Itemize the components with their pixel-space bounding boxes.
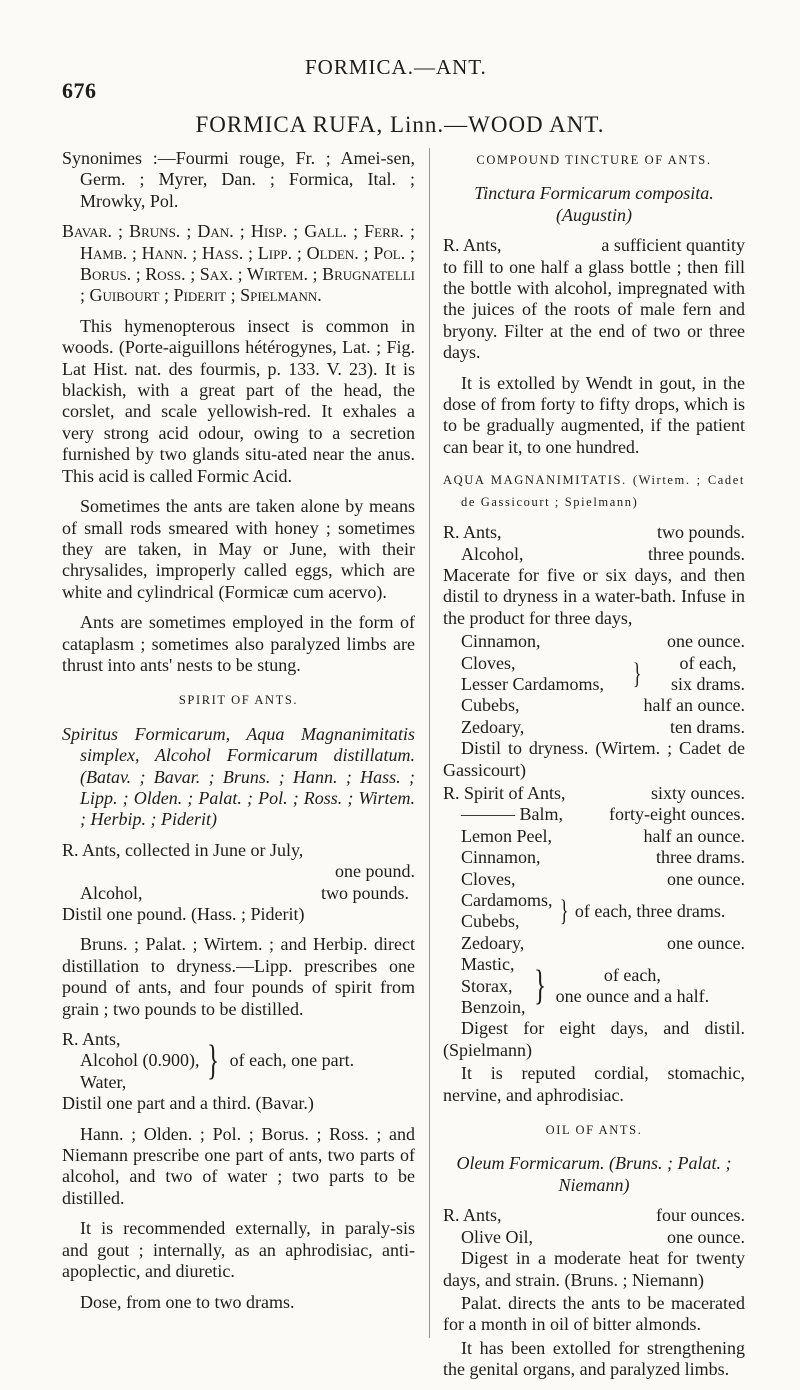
brace: } — [207, 1038, 220, 1085]
brace: } — [533, 963, 546, 1010]
description-paragraph: This hymenopterous insect is common in woods. (Porte-aiguillons hétérogynes, Lat. ; Fig. Lat Hist. nat. des fourmis, p. 133. V. 23). It is blackish, with a great part of the head, the corslet, and scale yellowish-red. It exhales a very strong acid odour, owing to a secretion furnished by two glands situ-ated near the anus. This acid is called Formic Acid. — [62, 315, 415, 486]
recipe-2-ants: R. Ants, — [62, 1029, 121, 1050]
aqua-recipe — [443, 522, 745, 781]
right-column — [443, 148, 745, 1390]
sp-zedoary-qty: one ounce. — [667, 932, 745, 953]
recipe-2 — [62, 1029, 415, 1115]
wendt-paragraph: It is extolled by Wendt in gout, in the dose of from forty to fifty drops, which is to be gradually augmented, if the patient can bear it, to one hundred. — [443, 372, 745, 457]
sp-cloves-qty: one ounce. — [667, 868, 745, 889]
bruns-paragraph: Bruns. ; Palat. ; Wirtem. ; and Herbip. direct distillation to dryness.—Lipp. prescribes one pound of ants, and four pounds of spirit from grain ; two pounds to be distilled. — [62, 934, 415, 1019]
compound-name — [443, 183, 745, 226]
recipe-1-distil: Distil one pound. (Hass. ; Piderit) — [62, 904, 305, 924]
aqua-zedoary-qty: ten drams. — [670, 716, 745, 737]
sp-balm: ——— Balm, — [461, 804, 563, 825]
compound-ants: R. Ants, — [443, 235, 502, 256]
compound-text: to fill to one half a glass bottle ; then fill the bottle with alcohol, impregnated with the juices of the roots of male fern and bryony. Filter at the end of two or three days. — [443, 256, 745, 363]
brace: } — [633, 656, 642, 690]
recipe-1-ants: R. Ants, collected in June or July, — [62, 839, 304, 860]
use-paragraph: Ants are sometimes employed in the form of cataplasm ; sometimes also paralyzed limbs are thrust into ants' nests to be stung. — [62, 612, 415, 675]
sp-lemon: Lemon Peel, — [461, 825, 552, 846]
compound-ants-qty: a sufficient quantity — [601, 235, 745, 256]
sp-reputed: It is reputed cordial, stomachic, nervine, and aphrodisiac. — [443, 1063, 745, 1105]
sp-balm-qty: forty-eight ounces. — [609, 804, 745, 825]
spirit-heading: SPIRIT OF ANTS. — [178, 693, 299, 708]
recipe-2-alcohol: Alcohol (0.900), — [80, 1050, 200, 1071]
recipe-1-alcohol: Alcohol, — [80, 882, 143, 903]
column-divider — [429, 148, 430, 1338]
aqua-heading: AQUA MAGNANIMITATIS. (Wirtem. ; Cadet de Gassicourt ; Spielmann) — [443, 473, 745, 509]
aqua-distil: Distil to dryness. (Wirtem. ; Cadet de Gassicourt) — [443, 738, 745, 780]
aqua-zedoary: Zedoary, — [461, 716, 525, 737]
aqua-ants: R. Ants, — [443, 522, 502, 543]
oil-olive-qty: one ounce. — [667, 1226, 745, 1247]
sp-spirit-qty: sixty ounces. — [651, 782, 745, 803]
spirit-names — [62, 724, 415, 831]
aqua-alcohol-qty: three pounds. — [648, 543, 745, 564]
recommended-paragraph: It is recommended externally, in paraly-sis and gout ; internally, as an aphrodisiac, anti-apoplectic, and diuretic. — [62, 1218, 415, 1282]
oil-olive: Olive Oil, — [461, 1226, 533, 1247]
collection-paragraph: Sometimes the ants are taken alone by means of small rods smeared with honey ; sometimes they are taken, in May or June, with their chrysalides, improperly called eggs, which are white and cylindrical (Formicæ cum acervo). — [62, 496, 415, 602]
aqua-cubebs-qty: half an ounce. — [643, 695, 745, 716]
aqua-alcohol: Alcohol, — [461, 543, 524, 564]
running-head: FORMICA.—ANT. — [305, 55, 487, 79]
oil-heading: OIL OF ANTS. — [545, 1123, 643, 1138]
sp-msb-qty-1: of each, — [603, 964, 661, 985]
recipe-2-qty: of each, one part. — [229, 1050, 355, 1071]
hann-paragraph: Hann. ; Olden. ; Pol. ; Borus. ; Ross. ; and Niemann prescribe one part of ants, two parts of alcohol, and two of water ; two parts to be distilled. — [62, 1123, 415, 1208]
oil-recipe — [443, 1205, 745, 1248]
sp-storax: Storax, — [461, 975, 513, 996]
sp-benzoin: Benzoin, — [461, 997, 526, 1018]
sp-mastic: Mastic, — [461, 954, 515, 975]
aqua-cinnamon: Cinnamon, — [461, 631, 541, 652]
recipe-1-alcohol-qty: two pounds. — [320, 882, 409, 903]
aqua-cardamoms: Lesser Cardamoms, — [461, 673, 604, 694]
compound-name-text: Tinctura Formicarum composita. (Augustin) — [474, 183, 714, 225]
sp-cinnamon-qty: three drams. — [656, 847, 745, 868]
compound-heading: COMPOUND TINCTURE OF ANTS. — [476, 153, 712, 167]
brace: } — [559, 894, 569, 928]
sp-spirit: R. Spirit of Ants, — [443, 782, 566, 803]
recipe-2-water: Water, — [80, 1071, 127, 1092]
synonymes: Synonimes :—Fourmi rouge, Fr. ; Amei-sen, Germ. ; Myrer, Dan. ; Formica, Ital. ; Mrowky, Pol. — [62, 148, 415, 211]
oil-name-text: Oleum Formicarum. (Bruns. ; Palat. ; Niemann) — [456, 1153, 732, 1195]
page-number: 676 — [62, 78, 97, 103]
left-column — [62, 148, 415, 1322]
dose-paragraph: Dose, from one to two drams. — [80, 1291, 295, 1312]
recipe-1-ants-qty: one pound. — [335, 861, 415, 882]
authorities: Bavar. ; Bruns. ; Dan. ; Hisp. ; Gall. ; Ferr. ; Hamb. ; Hann. ; Hass. ; Lipp. ; Olden. ; Pol. ; Borus. ; Ross. ; Sax. ; Wirtem. ; Brugnatelli ; Guibourt ; Piderit ; Spielmann. — [62, 221, 415, 306]
sp-msb-qty-2: one ounce and a half. — [555, 986, 710, 1007]
spirit-recipe — [443, 783, 745, 1106]
recipe-1 — [62, 840, 415, 926]
aqua-cloves-qty-2: six drams. — [671, 673, 745, 694]
sp-cloves: Cloves, — [461, 868, 516, 889]
aqua-cloves-qty-1: of each, — [679, 652, 737, 673]
sp-cc-qty: of each, three drams. — [574, 900, 726, 921]
sp-cardamoms: Cardamoms, — [461, 890, 553, 910]
oil-ants: R. Ants, — [443, 1205, 502, 1226]
recipe-2-distil: Distil one part and a third. (Bavar.) — [62, 1093, 314, 1114]
oil-ants-qty: four ounces. — [656, 1205, 745, 1226]
sp-lemon-qty: half an ounce. — [643, 825, 745, 846]
oil-name — [443, 1153, 745, 1196]
article-title: FORMICA RUFA, Linn.—WOOD ANT. — [195, 112, 605, 137]
aqua-cubebs: Cubebs, — [461, 695, 520, 716]
aqua-ants-qty: two pounds. — [656, 522, 745, 543]
sp-digest: Digest for eight days, and distil. (Spielmann) — [443, 1018, 745, 1060]
sp-cubebs: Cubebs, — [461, 911, 520, 932]
sp-zedoary: Zedoary, — [461, 932, 525, 953]
aqua-macerate: Macerate for five or six days, and then distil to dryness in a water-bath. Infuse in the product for three days, — [443, 564, 745, 628]
oil-digest: Digest in a moderate heat for twenty days, and strain. (Bruns. ; Niemann) — [443, 1248, 745, 1290]
oil-palat: Palat. directs the ants to be macerated for a month in oil of bitter almonds. — [443, 1292, 745, 1335]
spirit-names-text: Spiritus Formicarum, Aqua Magnanimitatis simplex, Alcohol Formicarum distillatum. (Batav. ; Bavar. ; Bruns. ; Hann. ; Hass. ; Lipp. ; Olden. ; Palat. ; Pol. ; Ross. ; Wirtem. ; Herbip. ; Piderit) — [62, 723, 415, 830]
oil-extolled: It has been extolled for strengthening the genital organs, and paralyzed limbs. — [443, 1337, 745, 1380]
aqua-cloves: Cloves, — [461, 652, 516, 673]
aqua-cinnamon-qty: one ounce. — [667, 631, 745, 652]
sp-cinnamon: Cinnamon, — [461, 847, 541, 868]
